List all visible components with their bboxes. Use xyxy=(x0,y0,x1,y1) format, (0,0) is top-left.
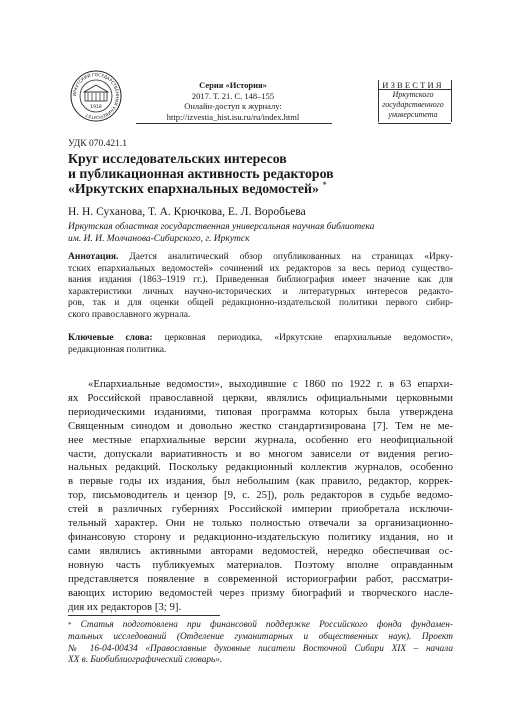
title-line: и публикационная активность редакторов xyxy=(68,166,334,181)
body-line: периодическими изданиями, типовая программа которых была утверждена xyxy=(68,405,453,418)
body-line: стей в различных губерниях Российской империи приобретала исключи- xyxy=(68,503,453,516)
body-line: ях Российской православной церкви, являлись официальными церковными xyxy=(68,391,453,404)
logo-year: 1918 xyxy=(90,105,102,110)
footnote-line: Статья подготовлена при финансовой поддержке Российского фонда фундамен- xyxy=(80,620,453,630)
series-title: Серия «История» xyxy=(199,80,267,90)
abstract-line: вания издания (1863–1919 гг.). Приведенная библиография имеет значение как для xyxy=(68,275,453,285)
affiliation xyxy=(68,222,453,245)
body-line: новную часть публикуемых материалов. Поэтому вполне оправданным xyxy=(68,558,453,571)
abstract xyxy=(68,252,453,321)
logo-ring-text: ИРКУТСКИЙ ГОСУДАРСТВЕННЫЙ УНИВЕРСИТЕТ xyxy=(71,71,121,121)
footnote-line: тальных исследований (Отделение гуманитарных и общественных наук). Проект xyxy=(68,631,453,642)
footnote-line: XX в. Биобиблиографический словарь». xyxy=(68,655,223,666)
abstract-line: ского православного журнала. xyxy=(68,309,191,320)
body-line: «Епархиальные ведомости», выходившие с 1860 по 1922 г. в 63 епархи- xyxy=(88,378,453,390)
abstract-line: Дается аналитический обзор опубликованных на страницах «Ирку- xyxy=(129,252,453,262)
article-title xyxy=(68,151,398,196)
keywords xyxy=(68,333,453,356)
abstract-line: характеристики личных научно-исторических и литературных интересов редакто- xyxy=(68,286,453,297)
body-line: сами являлись активными авторами ведомостей, нередко обеспечивая ос- xyxy=(68,544,453,557)
body-line: представляется появление в современной историографии работ, рассматри- xyxy=(68,572,453,585)
title-footnote-mark[interactable]: * xyxy=(322,180,327,190)
body-line: части, допускали вариативность и во многом зависели от видения регио- xyxy=(68,447,453,460)
journal-title-sub-1: Иркутского xyxy=(392,90,434,99)
udk-code: УДК 070.421.1 xyxy=(68,139,127,149)
issue-info: 2017. Т. 21. С. 148–155 xyxy=(191,90,275,101)
keywords-label: Ключевые слова: xyxy=(68,333,153,343)
affiliation-line: Иркутская областная государственная универсальная научная библиотека xyxy=(68,222,375,232)
body-line: дия их редакторов [3; 9]. xyxy=(68,600,182,613)
footnote-mark: * xyxy=(68,621,72,629)
body-line: нальных редакций. Поскольку редакционный коллектив журналов, особенно xyxy=(68,461,453,474)
journal-url[interactable]: http://izvestia_hist.isu.ru/ru/index.html xyxy=(166,111,300,122)
abstract-line: ров, так и для оценки общей редакционно-издательской политики первого сибир- xyxy=(68,298,453,308)
body-line: в первые годы их издания, был небольшим (как правило, редактор, коррек- xyxy=(68,475,453,488)
series-info xyxy=(138,80,328,122)
title-line: Круг исследовательских интересов xyxy=(68,151,287,166)
body-line: вающих историю ведомостей через призму биографий и творческого насле- xyxy=(68,586,453,599)
journal-title-main: ИЗВЕСТИЯ xyxy=(382,80,444,90)
journal-title-sub-3: университета xyxy=(388,110,438,119)
body-line: Священным синодом и довольно жестко стандартизирована [7]. Тем не ме- xyxy=(68,419,453,432)
body-text xyxy=(68,378,453,614)
body-line: финансовую сторону и редакционно-издательскую политику издания, но и xyxy=(68,530,453,543)
body-line: нее местные епархиальные версии журнала, особенно его неофициальной xyxy=(68,433,453,446)
title-line: «Иркутских епархиальных ведомостей» xyxy=(68,181,319,196)
authors: Н. Н. Суханова, Т. А. Крючкова, Е. Л. Воробьева xyxy=(68,206,306,218)
abstract-line: тских епархиальных ведомостей» сочинений их редакторов за весь период существо- xyxy=(68,263,453,274)
journal-title xyxy=(382,80,444,120)
footnote xyxy=(68,620,453,667)
footnote-rule xyxy=(68,615,220,616)
online-access-label: Онлайн-доступ к журналу: xyxy=(184,101,282,111)
keywords-line: церковная периодика, «Иркутские епархиальные ведомости», xyxy=(164,333,453,343)
university-seal-logo xyxy=(70,70,122,122)
journal-rule-bottom xyxy=(378,123,451,124)
header-rule-left xyxy=(136,123,332,124)
body-line: тельный характер. Они не только полностью отвечали за организационно- xyxy=(68,517,453,530)
keywords-line: редакционная политика. xyxy=(68,344,167,355)
body-line: тор, письмоводитель и цензор [9, с. 25]), роль редакторов в судьбе ведомо- xyxy=(68,489,453,502)
abstract-label: Аннотация. xyxy=(68,252,119,262)
journal-title-sub-2: государственного xyxy=(382,100,444,109)
footnote-line: № 16-04-00434 «Православные духовные писатели Восточной Сибири XIX – начала xyxy=(68,643,453,654)
affiliation-line: им. И. И. Молчанова-Сибирского, г. Иркутск xyxy=(68,233,250,244)
